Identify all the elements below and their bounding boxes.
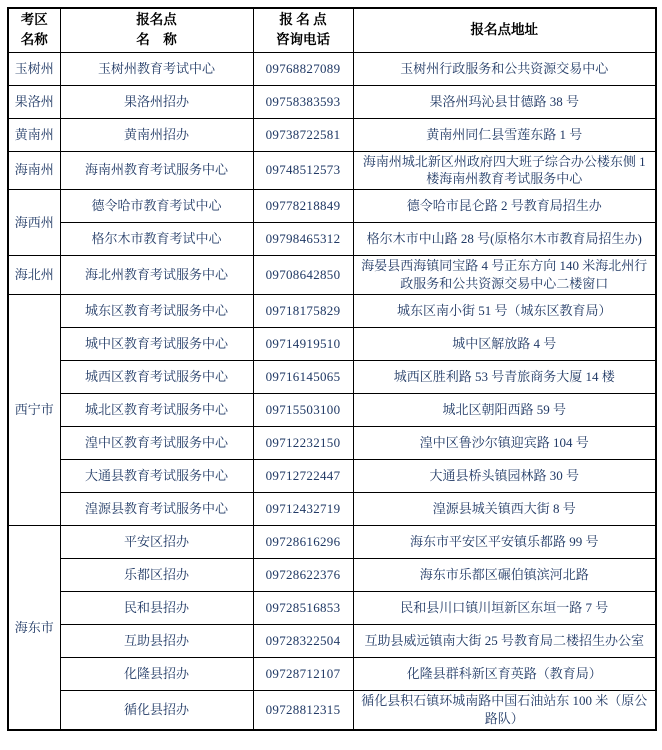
address-cell: 大通县桥头镇园林路 30 号 <box>353 460 656 493</box>
region-cell: 玉树州 <box>8 52 60 85</box>
phone-cell: 09716145065 <box>253 361 353 394</box>
table-row <box>8 295 656 328</box>
address-cell: 果洛州玛沁县甘德路 38 号 <box>353 85 656 118</box>
col-header-site-name <box>60 8 253 52</box>
phone-cell: 09708642850 <box>253 256 353 295</box>
phone-cell: 09728812315 <box>253 691 353 730</box>
table-row <box>8 526 656 559</box>
table-row <box>8 559 656 592</box>
address-cell: 海南州城北新区州政府四大班子综合办公楼东侧 1 楼海南州教育考试服务中心 <box>353 151 656 190</box>
registration-points-table <box>7 7 657 731</box>
address-cell: 海东市乐都区碾伯镇滨河北路 <box>353 559 656 592</box>
address-cell: 城北区朝阳西路 59 号 <box>353 394 656 427</box>
header-line: 名称 <box>20 32 48 48</box>
phone-cell: 09778218849 <box>253 190 353 223</box>
table-row <box>8 625 656 658</box>
site-name-cell: 海北州教育考试服务中心 <box>60 256 253 295</box>
address-cell: 黄南州同仁县雪莲东路 1 号 <box>353 118 656 151</box>
address-cell: 城西区胜利路 53 号青旅商务大厦 14 楼 <box>353 361 656 394</box>
address-cell: 城中区解放路 4 号 <box>353 328 656 361</box>
table-row <box>8 190 656 223</box>
header-line: 报名点地址 <box>470 22 538 38</box>
region-cell: 海西州 <box>8 190 60 256</box>
site-name-cell: 民和县招办 <box>60 592 253 625</box>
header-line: 报名点 <box>136 12 177 27</box>
site-name-cell: 格尔木市教育考试中心 <box>60 223 253 256</box>
region-cell: 海东市 <box>8 526 60 730</box>
phone-cell: 09758383593 <box>253 85 353 118</box>
phone-cell: 09728622376 <box>253 559 353 592</box>
header-line: 报 名 点 <box>279 12 327 27</box>
region-cell: 西宁市 <box>8 295 60 526</box>
site-name-cell: 大通县教育考试服务中心 <box>60 460 253 493</box>
site-name-cell: 平安区招办 <box>60 526 253 559</box>
header-line: 咨询电话 <box>276 32 330 48</box>
site-name-cell: 城中区教育考试服务中心 <box>60 328 253 361</box>
site-name-cell: 乐都区招办 <box>60 559 253 592</box>
site-name-cell: 城西区教育考试服务中心 <box>60 361 253 394</box>
region-cell: 黄南州 <box>8 118 60 151</box>
phone-cell: 09712432719 <box>253 493 353 526</box>
site-name-cell: 城北区教育考试服务中心 <box>60 394 253 427</box>
table-row <box>8 460 656 493</box>
table-row <box>8 394 656 427</box>
site-name-cell: 黄南州招办 <box>60 118 253 151</box>
site-name-cell: 城东区教育考试服务中心 <box>60 295 253 328</box>
phone-cell: 09748512573 <box>253 151 353 190</box>
table-row <box>8 328 656 361</box>
address-cell: 格尔木市中山路 28 号(原格尔木市教育局招生办) <box>353 223 656 256</box>
phone-cell: 09738722581 <box>253 118 353 151</box>
col-header-exam-area <box>8 8 60 52</box>
table-row <box>8 52 656 85</box>
region-cell: 海南州 <box>8 151 60 190</box>
site-name-cell: 化隆县招办 <box>60 658 253 691</box>
table-row <box>8 691 656 730</box>
address-cell: 德令哈市昆仑路 2 号教育局招生办 <box>353 190 656 223</box>
phone-cell: 09715503100 <box>253 394 353 427</box>
table-row <box>8 658 656 691</box>
region-cell: 果洛州 <box>8 85 60 118</box>
address-cell: 玉树州行政服务和公共资源交易中心 <box>353 52 656 85</box>
address-cell: 循化县积石镇环城南路中国石油站东 100 米（原公路队） <box>353 691 656 730</box>
address-cell: 海东市平安区平安镇乐都路 99 号 <box>353 526 656 559</box>
phone-cell: 09768827089 <box>253 52 353 85</box>
phone-cell: 09728322504 <box>253 625 353 658</box>
phone-cell: 09712232150 <box>253 427 353 460</box>
table-row <box>8 151 656 190</box>
site-name-cell: 玉树州教育考试中心 <box>60 52 253 85</box>
header-row <box>8 8 656 52</box>
address-cell: 湟中区鲁沙尔镇迎宾路 104 号 <box>353 427 656 460</box>
phone-cell: 09728616296 <box>253 526 353 559</box>
site-name-cell: 湟中区教育考试服务中心 <box>60 427 253 460</box>
address-cell: 湟源县城关镇西大街 8 号 <box>353 493 656 526</box>
phone-cell: 09728516853 <box>253 592 353 625</box>
phone-cell: 09728712107 <box>253 658 353 691</box>
phone-cell: 09718175829 <box>253 295 353 328</box>
table-row <box>8 592 656 625</box>
address-cell: 互助县威远镇南大街 25 号教育局二楼招生办公室 <box>353 625 656 658</box>
site-name-cell: 果洛州招办 <box>60 85 253 118</box>
address-cell: 海晏县西海镇同宝路 4 号正东方向 140 米海北州行政服务和公共资源交易中心二楼窗口 <box>353 256 656 295</box>
address-cell: 化隆县群科新区育英路（教育局） <box>353 658 656 691</box>
site-name-cell: 互助县招办 <box>60 625 253 658</box>
table-row <box>8 256 656 295</box>
table-row <box>8 361 656 394</box>
address-cell: 民和县川口镇川垣新区东垣一路 7 号 <box>353 592 656 625</box>
phone-cell: 09714919510 <box>253 328 353 361</box>
site-name-cell: 德令哈市教育考试中心 <box>60 190 253 223</box>
phone-cell: 09712722447 <box>253 460 353 493</box>
col-header-phone <box>253 8 353 52</box>
site-name-cell: 湟源县教育考试服务中心 <box>60 493 253 526</box>
col-header-address <box>353 8 656 52</box>
header-line: 名 称 <box>136 32 177 48</box>
site-name-cell: 海南州教育考试服务中心 <box>60 151 253 190</box>
header-line: 考区 <box>20 12 48 27</box>
table-row <box>8 427 656 460</box>
table-row <box>8 493 656 526</box>
table-row <box>8 223 656 256</box>
address-cell: 城东区南小街 51 号（城东区教育局） <box>353 295 656 328</box>
site-name-cell: 循化县招办 <box>60 691 253 730</box>
phone-cell: 09798465312 <box>253 223 353 256</box>
table-row <box>8 118 656 151</box>
region-cell: 海北州 <box>8 256 60 295</box>
table-row <box>8 85 656 118</box>
